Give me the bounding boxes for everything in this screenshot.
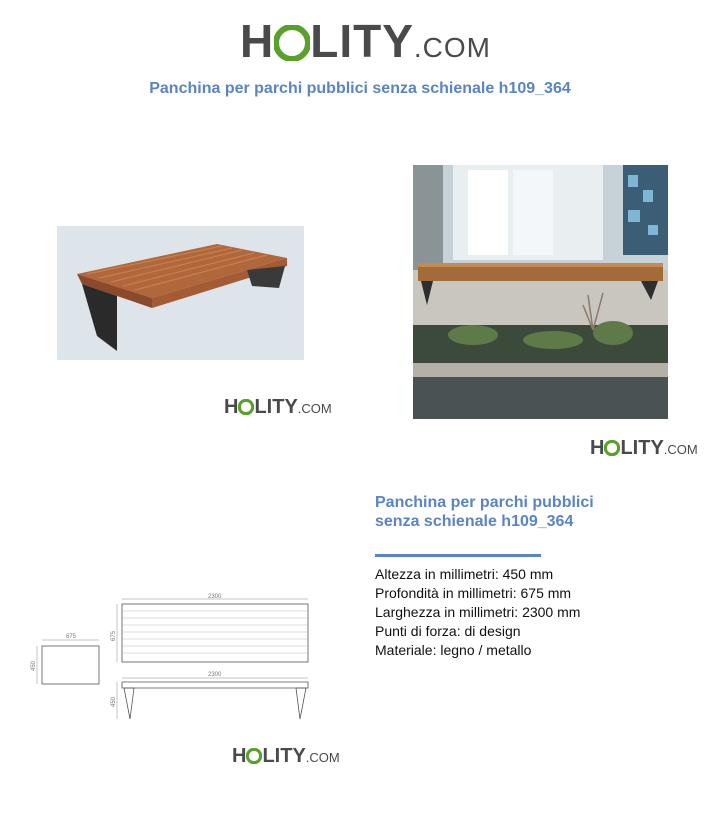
watermark-logo: H LITY .COM	[590, 437, 698, 459]
spec-row-strengths: Punti di forza: di design	[375, 623, 521, 639]
spec-list	[375, 565, 580, 660]
dim-length-top: 2300	[208, 594, 222, 600]
brand-logo[interactable]	[240, 14, 491, 68]
dim-length-front: 2300	[208, 672, 222, 678]
spec-row-depth: Profondità in millimetri: 675 mm	[375, 585, 572, 601]
dim-height-front: 450	[111, 696, 117, 707]
spec-row-height: Altezza in millimetri: 450 mm	[375, 566, 554, 582]
watermark-logo: H LITY .COM	[224, 396, 332, 418]
product-image-render[interactable]	[57, 226, 304, 360]
logo-o-icon	[604, 437, 620, 460]
watermark-logo: H LITY .COM	[232, 745, 340, 767]
dim-height-side: 450	[31, 660, 37, 671]
logo-letters: LITY	[310, 15, 414, 67]
spec-title: Panchina per parchi pubblici senza schienale h109_364	[375, 494, 594, 530]
logo-o-icon	[246, 745, 262, 768]
dim-depth-side: 675	[66, 634, 77, 640]
logo-o-icon	[274, 14, 310, 68]
dim-depth-top: 675	[111, 630, 117, 641]
logo-letter-h: H	[240, 15, 275, 67]
technical-drawing[interactable]	[30, 592, 320, 727]
spec-divider	[375, 554, 541, 557]
product-image-photo[interactable]	[413, 165, 668, 419]
page-title: Panchina per parchi pubblici senza schienale h109_364	[149, 80, 571, 97]
spec-row-material: Materiale: legno / metallo	[375, 642, 532, 658]
spec-row-width: Larghezza in millimetri: 2300 mm	[375, 604, 581, 620]
logo-o-icon	[238, 396, 254, 419]
logo-com: .COM	[413, 32, 492, 63]
